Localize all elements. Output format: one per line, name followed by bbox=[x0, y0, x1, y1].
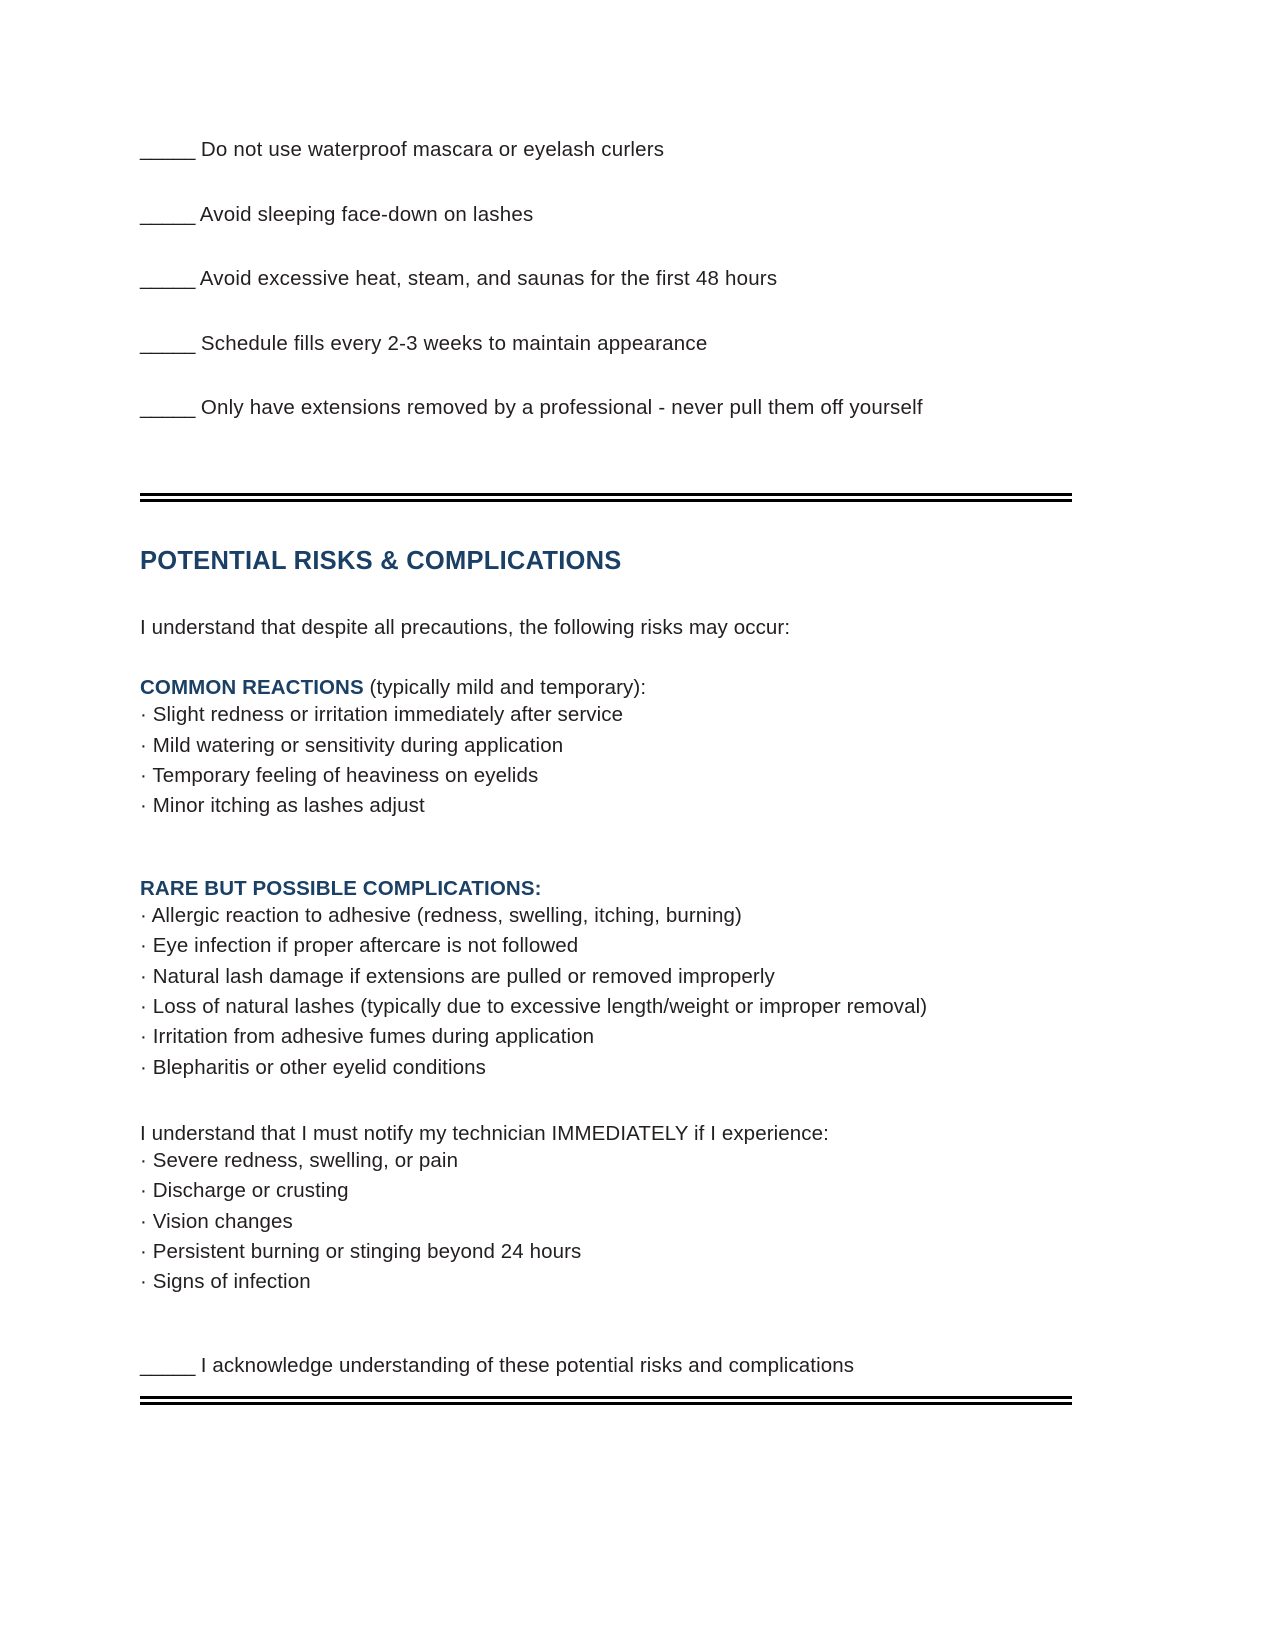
list-item-label: Signs of infection bbox=[152, 1270, 311, 1294]
bullet-icon: · bbox=[140, 1240, 147, 1264]
list-item-label: Natural lash damage if extensions are pulled or removed improperly bbox=[152, 964, 775, 988]
checklist-item-label: Do not use waterproof mascara or eyelash curlers bbox=[200, 138, 665, 161]
list-item-label: Blepharitis or other eyelid conditions bbox=[152, 1055, 486, 1079]
list-item-label: Minor itching as lashes adjust bbox=[152, 794, 425, 818]
list-item bbox=[140, 992, 1072, 1022]
signature-blank[interactable]: _____ bbox=[140, 267, 195, 291]
list-item bbox=[140, 791, 1072, 821]
checklist-item-label: Schedule fills every 2-3 weeks to maintain appearance bbox=[200, 331, 708, 355]
list-item-label: Severe redness, swelling, or pain bbox=[152, 1149, 459, 1173]
list-item bbox=[140, 1146, 1072, 1176]
signature-blank[interactable]: _____ bbox=[140, 138, 195, 161]
list-item-label: Eye infection if proper aftercare is not followed bbox=[152, 934, 579, 958]
risks-acknowledgement-line[interactable] bbox=[140, 1353, 1072, 1378]
aftercare-checklist bbox=[140, 0, 1072, 421]
notify-technician-list bbox=[140, 1146, 1072, 1298]
list-item bbox=[140, 700, 1072, 730]
bullet-icon: · bbox=[140, 1025, 147, 1049]
list-item-label: Persistent burning or stinging beyond 24 hours bbox=[152, 1240, 582, 1264]
list-item bbox=[140, 761, 1072, 791]
checklist-item-label: Avoid sleeping face-down on lashes bbox=[199, 202, 534, 226]
signature-blank[interactable]: _____ bbox=[140, 396, 195, 420]
common-reactions-qualifier: (typically mild and temporary): bbox=[363, 675, 647, 699]
bullet-icon: · bbox=[140, 904, 147, 928]
list-item bbox=[140, 1237, 1072, 1267]
common-reactions-label: COMMON REACTIONS bbox=[140, 675, 364, 699]
common-reactions-heading bbox=[140, 675, 1072, 701]
rare-complications-list bbox=[140, 901, 1072, 1083]
list-item bbox=[140, 1053, 1072, 1083]
signature-blank[interactable]: _____ bbox=[140, 331, 195, 355]
list-item bbox=[140, 731, 1072, 761]
list-item bbox=[140, 962, 1072, 992]
list-item bbox=[140, 931, 1072, 961]
section-divider-bottom bbox=[140, 1396, 1072, 1405]
checklist-item[interactable] bbox=[140, 138, 1072, 163]
bullet-icon: · bbox=[140, 763, 147, 787]
bullet-icon: · bbox=[140, 1149, 147, 1173]
list-item bbox=[140, 1022, 1072, 1052]
list-item-label: Allergic reaction to adhesive (redness, swelling, itching, burning) bbox=[151, 904, 742, 928]
bullet-icon: · bbox=[140, 1179, 147, 1203]
risks-intro-paragraph: I understand that despite all precautions, the following risks may occur: bbox=[140, 615, 791, 639]
bullet-icon: · bbox=[140, 1270, 147, 1294]
list-item-label: Loss of natural lashes (typically due to excessive length/weight or improper removal) bbox=[152, 995, 928, 1019]
notify-technician-intro: I understand that I must notify my technician IMMEDIATELY if I experience: bbox=[140, 1122, 829, 1146]
bullet-icon: · bbox=[140, 995, 147, 1019]
list-item-label: Mild watering or sensitivity during application bbox=[152, 733, 564, 757]
checklist-item-label: Avoid excessive heat, steam, and saunas for the first 48 hours bbox=[199, 267, 778, 291]
list-item bbox=[140, 1267, 1072, 1297]
bullet-icon: · bbox=[140, 934, 147, 958]
checklist-item[interactable] bbox=[140, 203, 1072, 228]
section-divider-top bbox=[140, 493, 1072, 502]
risks-acknowledgement-label: I acknowledge understanding of these potential risks and complications bbox=[200, 1353, 855, 1377]
list-item bbox=[140, 901, 1072, 931]
checklist-item[interactable] bbox=[140, 396, 1072, 421]
page-content bbox=[140, 0, 1072, 1405]
page-title: POTENTIAL RISKS & COMPLICATIONS bbox=[140, 546, 622, 575]
bullet-icon: · bbox=[140, 703, 147, 727]
list-item bbox=[140, 1207, 1072, 1237]
bullet-icon: · bbox=[140, 794, 147, 818]
signature-blank[interactable]: _____ bbox=[140, 202, 195, 226]
bullet-icon: · bbox=[140, 964, 147, 988]
checklist-item-label: Only have extensions removed by a professional - never pull them off yourself bbox=[200, 396, 923, 420]
checklist-item[interactable] bbox=[140, 332, 1072, 357]
list-item bbox=[140, 1176, 1072, 1206]
checklist-item[interactable] bbox=[140, 267, 1072, 292]
list-item-label: Irritation from adhesive fumes during application bbox=[152, 1025, 595, 1049]
signature-blank[interactable]: _____ bbox=[140, 1353, 195, 1377]
list-item-label: Slight redness or irritation immediately after service bbox=[152, 703, 624, 727]
bullet-icon: · bbox=[140, 733, 147, 757]
bullet-icon: · bbox=[140, 1055, 147, 1079]
bullet-icon: · bbox=[140, 1209, 147, 1233]
rare-complications-heading: RARE BUT POSSIBLE COMPLICATIONS: bbox=[140, 876, 542, 900]
common-reactions-list bbox=[140, 700, 1072, 821]
list-item-label: Vision changes bbox=[152, 1209, 293, 1233]
list-item-label: Discharge or crusting bbox=[152, 1179, 349, 1203]
list-item-label: Temporary feeling of heaviness on eyelids bbox=[152, 763, 539, 787]
